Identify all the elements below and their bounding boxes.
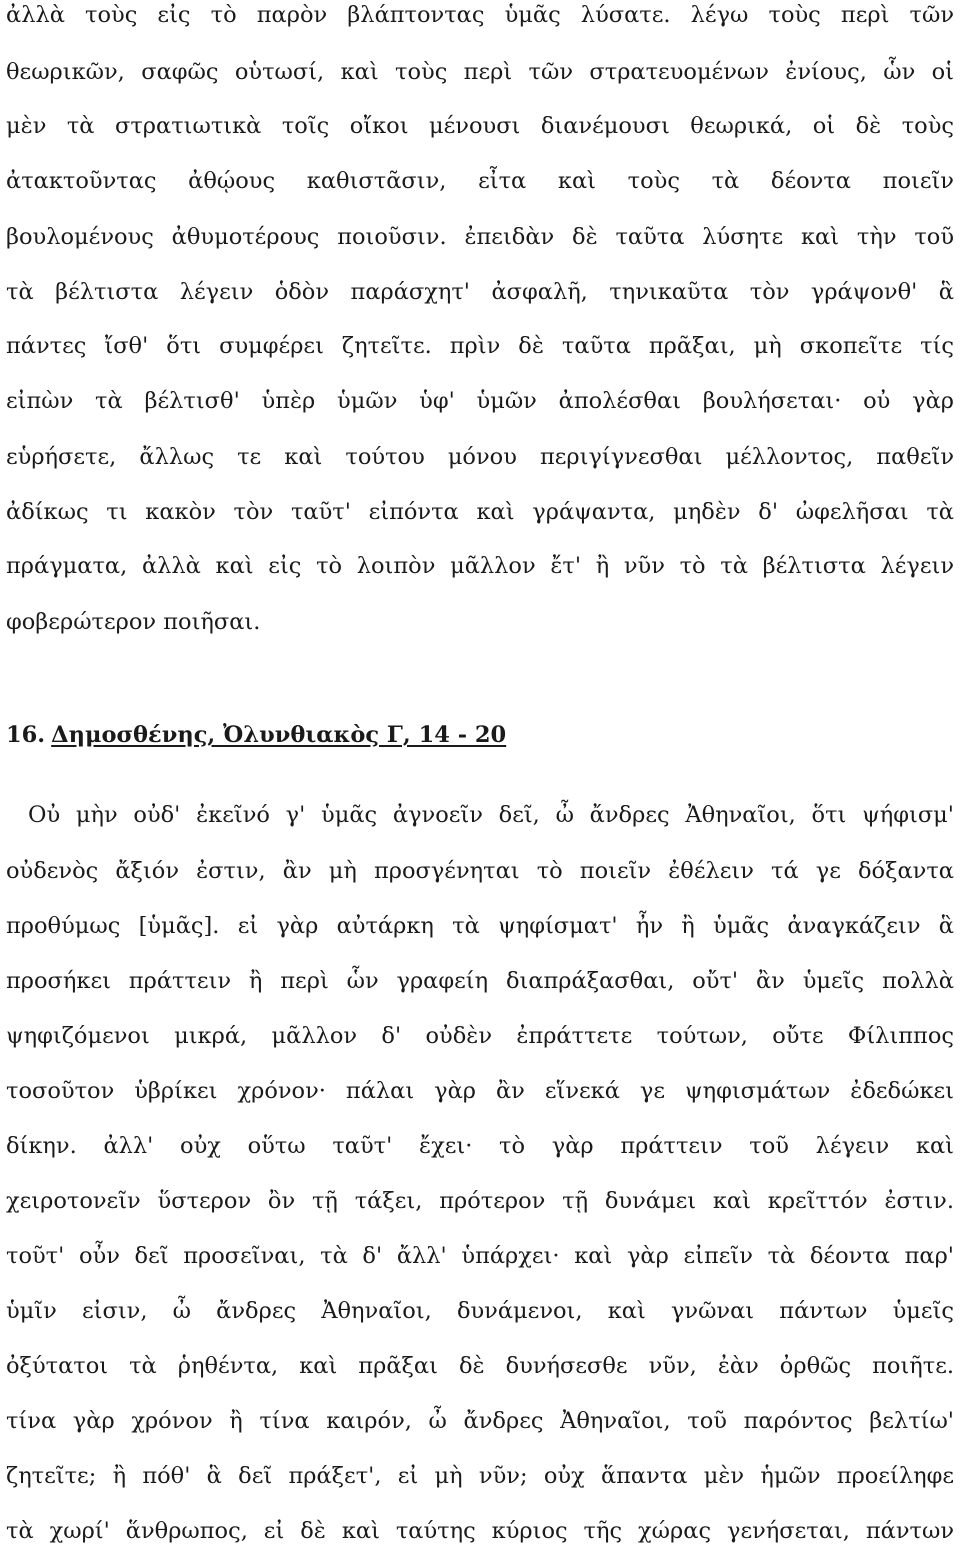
text-line: τοῦτ' οὖν δεῖ προσεῖναι, τὰ δ' ἄλλ' ὑπάρχει· καὶ γὰρ εἰπεῖν τὰ δέοντα παρ'	[6, 1243, 954, 1269]
text-line: προθύμως [ὑμᾶς]. εἰ γὰρ αὐτάρκη τὰ ψηφίσματ' ἦν ἢ ὑμᾶς ἀναγκάζειν ἃ	[6, 913, 954, 939]
text-line: τὰ χωρί' ἅνθρωπος, εἰ δὲ καὶ ταύτης κύριος τῆς χώρας γενήσεται, πάντων	[6, 1518, 954, 1544]
text-line: τίνα γὰρ χρόνον ἢ τίνα καιρόν, ὦ ἄνδρες Ἀθηναῖοι, τοῦ παρόντος βελτίω'	[6, 1408, 954, 1434]
text-line: οὐδενὸς ἄξιόν ἐστιν, ἂν μὴ προσγένηται τὸ ποιεῖν ἐθέλειν τά γε δόξαντα	[6, 858, 954, 884]
text-line: εὑρήσετε, ἄλλως τε καὶ τούτου μόνου περιγίγνεσθαι μέλλοντος, παθεῖν	[6, 444, 954, 470]
text-line: προσήκει πράττειν ἢ περὶ ὧν γραφείη διαπράξασθαι, οὔτ' ἂν ὑμεῖς πολλὰ	[6, 968, 954, 994]
text-line: ὀξύτατοι τὰ ῥηθέντα, καὶ πρᾶξαι δὲ δυνήσεσθε νῦν, ἐὰν ὀρθῶς ποιῆτε.	[6, 1353, 954, 1379]
text-line: φοβερώτερον ποιῆσαι.	[6, 609, 261, 635]
text-line: ὑμῖν εἰσιν, ὦ ἄνδρες Ἀθηναῖοι, δυνάμενοι, καὶ γνῶναι πάντων ὑμεῖς	[6, 1298, 954, 1324]
section-number: 16.	[6, 722, 46, 748]
text-line: ἀδίκως τι κακὸν τὸν ταῦτ' εἰπόντα καὶ γράψαντα, μηδὲν δ' ὠφελῆσαι τὰ	[6, 499, 954, 525]
section-heading	[6, 720, 506, 750]
section-title: Δημοσθένης, Ὀλυνθιακὸς Γ, 14 - 20	[51, 722, 507, 748]
text-line: Οὐ μὴν οὐδ' ἐκεῖνό γ' ὑμᾶς ἀγνοεῖν δεῖ, ὦ ἄνδρες Ἀθηναῖοι, ὅτι ψήφισμ'	[28, 802, 954, 828]
text-line: πάντες ἴσθ' ὅτι συμφέρει ζητεῖτε. πρὶν δὲ ταῦτα πρᾶξαι, μὴ σκοπεῖτε τίς	[6, 333, 954, 359]
text-line: τὰ βέλτιστα λέγειν ὁδὸν παράσχητ' ἀσφαλῆ, τηνικαῦτα τὸν γράψονθ' ἃ	[6, 279, 954, 305]
text-line: ζητεῖτε; ἢ πόθ' ἃ δεῖ πράξετ', εἰ μὴ νῦν; οὐχ ἅπαντα μὲν ἡμῶν προείληφε	[6, 1463, 954, 1489]
text-line: εἰπὼν τὰ βέλτισθ' ὑπὲρ ὑμῶν ὑφ' ὑμῶν ἀπολέσθαι βουλήσεται· οὐ γὰρ	[6, 388, 954, 414]
text-line: μὲν τὰ στρατιωτικὰ τοῖς οἴκοι μένουσι διανέμουσι θεωρικά, οἱ δὲ τοὺς	[6, 113, 954, 139]
text-line: ἀτακτοῦντας ἀθῴους καθιστᾶσιν, εἶτα καὶ τοὺς τὰ δέοντα ποιεῖν	[6, 168, 954, 194]
text-line: βουλομένους ἀθυμοτέρους ποιοῦσιν. ἐπειδὰν δὲ ταῦτα λύσητε καὶ τὴν τοῦ	[6, 224, 954, 250]
text-line: ἀλλὰ τοὺς εἰς τὸ παρὸν βλάπτοντας ὑμᾶς λύσατε. λέγω τοὺς περὶ τῶν	[6, 2, 954, 28]
text-line: χειροτονεῖν ὕστερον ὂν τῇ τάξει, πρότερον τῇ δυνάμει καὶ κρεῖττόν ἐστιν.	[6, 1188, 954, 1214]
text-line: τοσοῦτον ὑβρίκει χρόνον· πάλαι γὰρ ἂν εἵνεκά γε ψηφισμάτων ἐδεδώκει	[6, 1078, 954, 1104]
text-line: θεωρικῶν, σαφῶς οὑτωσί, καὶ τοὺς περὶ τῶν στρατευομένων ἐνίους, ὧν οἱ	[6, 59, 954, 85]
text-line: πράγματα, ἀλλὰ καὶ εἰς τὸ λοιπὸν μᾶλλον ἔτ' ἢ νῦν τὸ τὰ βέλτιστα λέγειν	[6, 553, 954, 579]
text-line: δίκην. ἀλλ' οὐχ οὕτω ταῦτ' ἔχει· τὸ γὰρ πράττειν τοῦ λέγειν καὶ	[6, 1133, 954, 1159]
text-line: ψηφιζόμενοι μικρά, μᾶλλον δ' οὐδὲν ἐπράττετε τούτων, οὔτε Φίλιππος	[6, 1023, 954, 1049]
